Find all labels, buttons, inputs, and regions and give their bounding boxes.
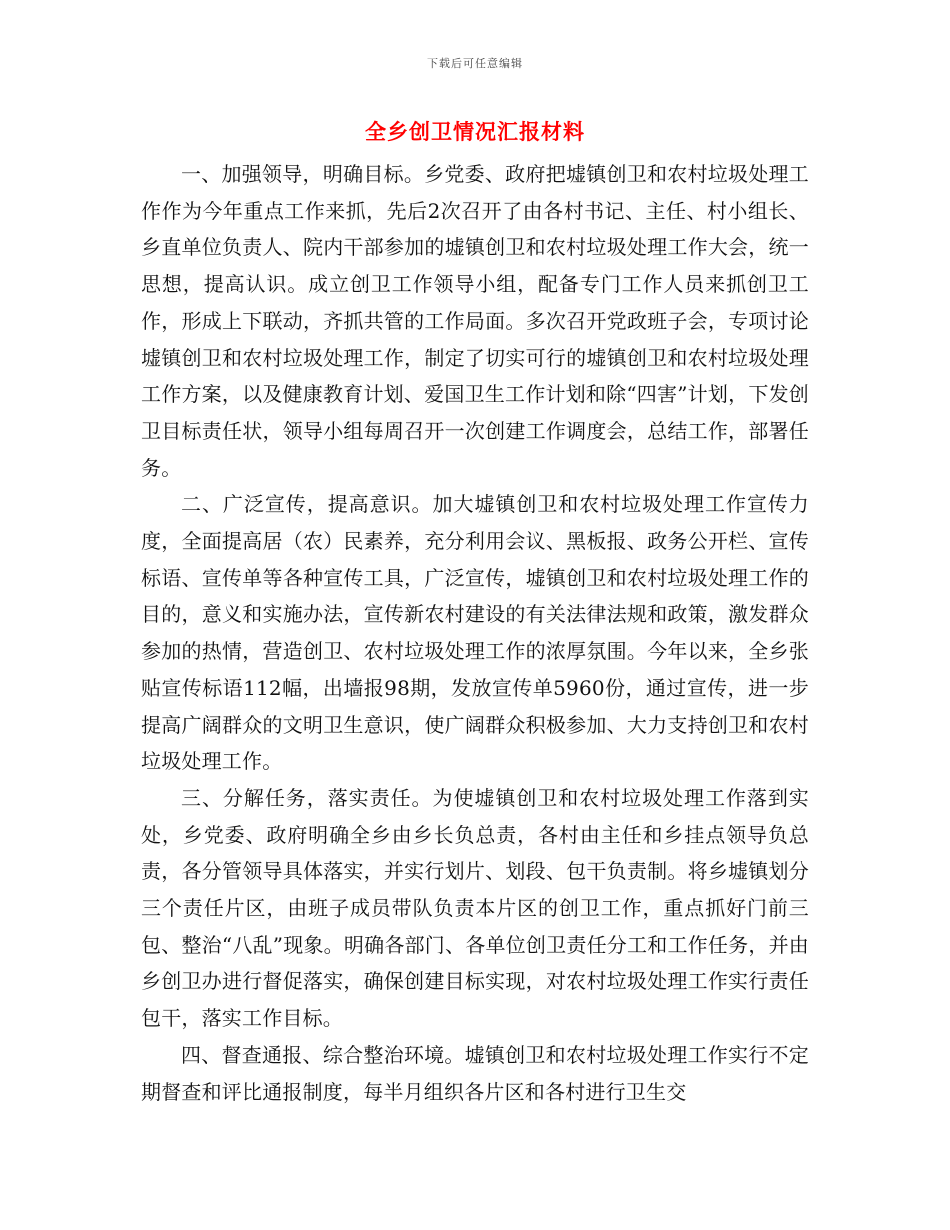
paragraph-publicity: 二、广泛宣传，提高意识。加大墟镇创卫和农村垃圾处理工作宣传力度，全面提高居（农）民素养，充分利用会议、黑板报、政务公开栏、宣传标语、宣传单等各种宣传工具，广泛宣传，墟镇创卫和农村垃圾处理工作的目的，意义和实施办法，宣传新农村建设的有关法律法规和政策，激发群众参加的热情，营造创卫、农村垃圾处理工作的浓厚氛围。今年以来，全乡张贴宣传标语112幅，出墙报98期，发放宣传单5960份，通过宣传，进一步提高广阔群众的文明卫生意识，使广阔群众积极参加、大力支持创卫和农村垃圾处理工作。 — [141, 492, 809, 774]
paragraph-inspection: 四、督查通报、综合整治环境。墟镇创卫和农村垃圾处理工作实行不定期督查和评比通报制度，每半月组织各片区和各村进行卫生交 — [141, 1042, 809, 1104]
paragraph-leadership: 一、加强领导，明确目标。乡党委、政府把墟镇创卫和农村垃圾处理工作作为今年重点工作来抓，先后2次召开了由各村书记、主任、村小组长、乡直单位负责人、院内干部参加的墟镇创卫和农村垃圾处理工作大会，统一思想，提高认识。成立创卫工作领导小组，配备专门工作人员来抓创卫工作，形成上下联动，齐抓共管的工作局面。多次召开党政班子会，专项讨论墟镇创卫和农村垃圾处理工作，制定了切实可行的墟镇创卫和农村垃圾处理工作方案，以及健康教育计划、爱国卫生工作计划和除“四害”计划，下发创卫目标责任状，领导小组每周召开一次创建工作调度会，总结工作，部署任务。 — [141, 162, 809, 480]
header-note: 下载后可任意编辑 — [427, 57, 523, 70]
document-title: 全乡创卫情况汇报材料 — [365, 119, 585, 144]
document-body — [141, 156, 809, 1110]
paragraph-responsibility: 三、分解任务，落实责任。为使墟镇创卫和农村垃圾处理工作落到实处，乡党委、政府明确全乡由乡长负总责，各村由主任和乡挂点领导负总责，各分管领导具体落实，并实行划片、划段、包干负责制。将乡墟镇划分三个责任片区，由班子成员带队负责本片区的创卫工作，重点抓好门前三包、整治“八乱”现象。明确各部门、各单位创卫责任分工和工作任务，并由乡创卫办进行督促落实，确保创建目标实现，对农村垃圾处理工作实行责任包干，落实工作目标。 — [141, 785, 809, 1031]
